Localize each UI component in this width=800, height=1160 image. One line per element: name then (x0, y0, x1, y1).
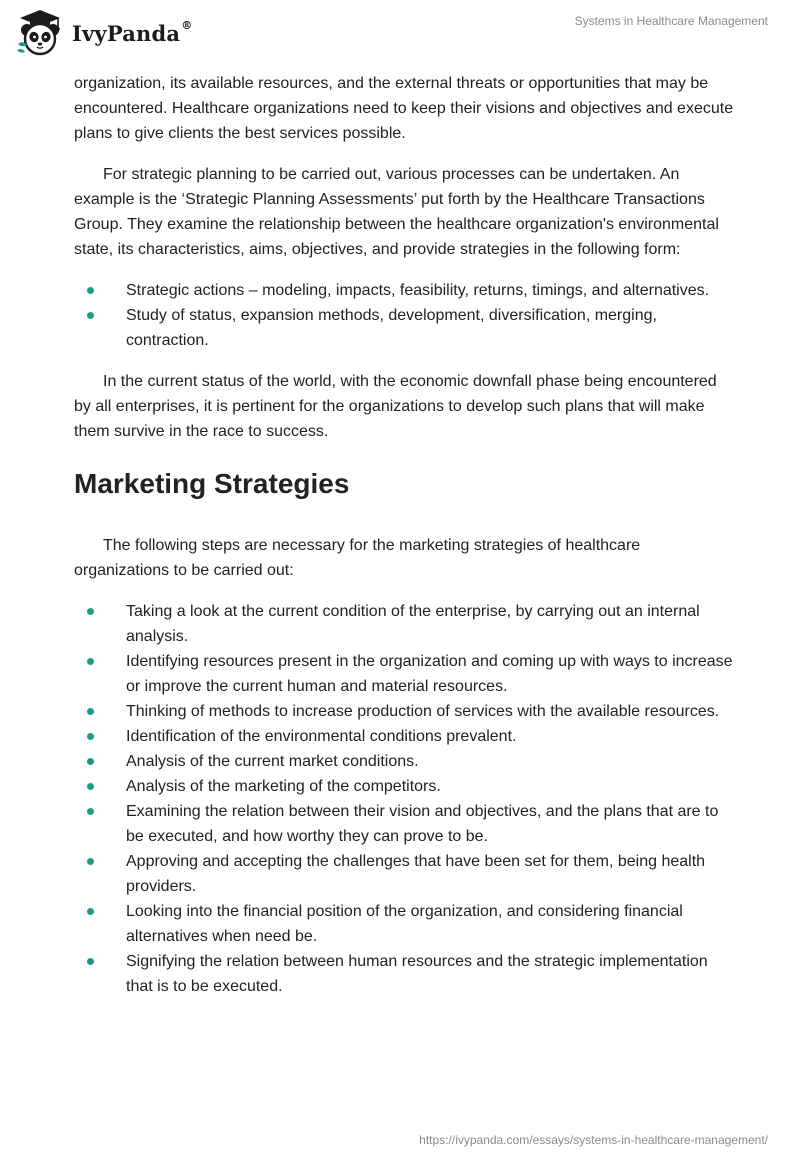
bullet-icon (87, 658, 94, 665)
paragraph: In the current status of the world, with the economic downfall phase being encountered by all enterprises, it is pertinent for the organizations to develop such plans that will make them survive in the race to success. (74, 373, 717, 440)
list-item-text: Identification of the environmental conditions prevalent. (126, 728, 517, 745)
panda-graduate-icon (14, 8, 66, 56)
section-heading: Marketing Strategies (74, 468, 350, 499)
bullet-icon (87, 608, 94, 615)
list-item (74, 774, 734, 799)
document-title: Systems in Healthcare Management (574, 14, 768, 28)
bullet-list (74, 599, 734, 999)
source-url[interactable]: https://ivypanda.com/essays/systems-in-healthcare-management/ (419, 1133, 768, 1147)
list-item-text: Identifying resources present in the organization and coming up with ways to increase or improve the current human and material resources. (126, 653, 733, 695)
essay-content (74, 71, 734, 1015)
bullet-icon (87, 733, 94, 740)
list-item-text: Taking a look at the current condition of the enterprise, by carrying out an internal analysis. (126, 603, 700, 645)
list-item (74, 699, 734, 724)
list-item (74, 949, 734, 999)
list-item (74, 303, 734, 353)
list-item (74, 599, 734, 649)
list-item-text: Analysis of the marketing of the competitors. (126, 778, 441, 795)
bullet-icon (87, 908, 94, 915)
bullet-icon (87, 758, 94, 765)
bullet-icon (87, 708, 94, 715)
list-item-text: Looking into the financial position of the organization, and considering financial alternatives when need be. (126, 903, 683, 945)
list-item (74, 899, 734, 949)
list-item (74, 749, 734, 774)
ivypanda-logo[interactable] (14, 8, 192, 56)
list-item-text: Examining the relation between their vision and objectives, and the plans that are to be executed, and how worthy they can prove to be. (126, 803, 719, 845)
paragraph: The following steps are necessary for the marketing strategies of healthcare organizations to be carried out: (74, 537, 641, 579)
bullet-icon (87, 858, 94, 865)
list-item (74, 278, 734, 303)
bullet-icon (87, 958, 94, 965)
list-item-text: Analysis of the current market conditions. (126, 753, 419, 770)
paragraph: organization, its available resources, and the external threats or opportunities that may be encountered. Healthcare organizations need to keep their visions and objectives and execute plans to give clients the best services possible. (74, 75, 734, 142)
brand-name: IvyPanda® (72, 18, 193, 46)
list-item-text: Signifying the relation between human resources and the strategic implementation that is to be executed. (126, 953, 708, 995)
list-item (74, 649, 734, 699)
list-item-text: Study of status, expansion methods, development, diversification, merging, contraction. (126, 307, 657, 349)
bullet-icon (87, 808, 94, 815)
list-item (74, 724, 734, 749)
bullet-list (74, 278, 734, 353)
list-item-text: Strategic actions – modeling, impacts, feasibility, returns, timings, and alternatives. (126, 282, 710, 299)
bullet-icon (87, 783, 94, 790)
page-header (0, 0, 800, 64)
list-item (74, 799, 734, 849)
bullet-icon (87, 287, 94, 294)
list-item (74, 849, 734, 899)
bullet-icon (87, 312, 94, 319)
paragraph: For strategic planning to be carried out, various processes can be undertaken. An example is the ‘Strategic Planning Assessments’ put forth by the Healthcare Transactions Group. They examine the relationship between the healthcare organization's environmental state, its characteristics, aims, objectives, and provide strategies in the following form: (74, 166, 719, 258)
list-item-text: Thinking of methods to increase production of services with the available resources. (126, 703, 720, 720)
list-item-text: Approving and accepting the challenges that have been set for them, being health providers. (126, 853, 706, 895)
